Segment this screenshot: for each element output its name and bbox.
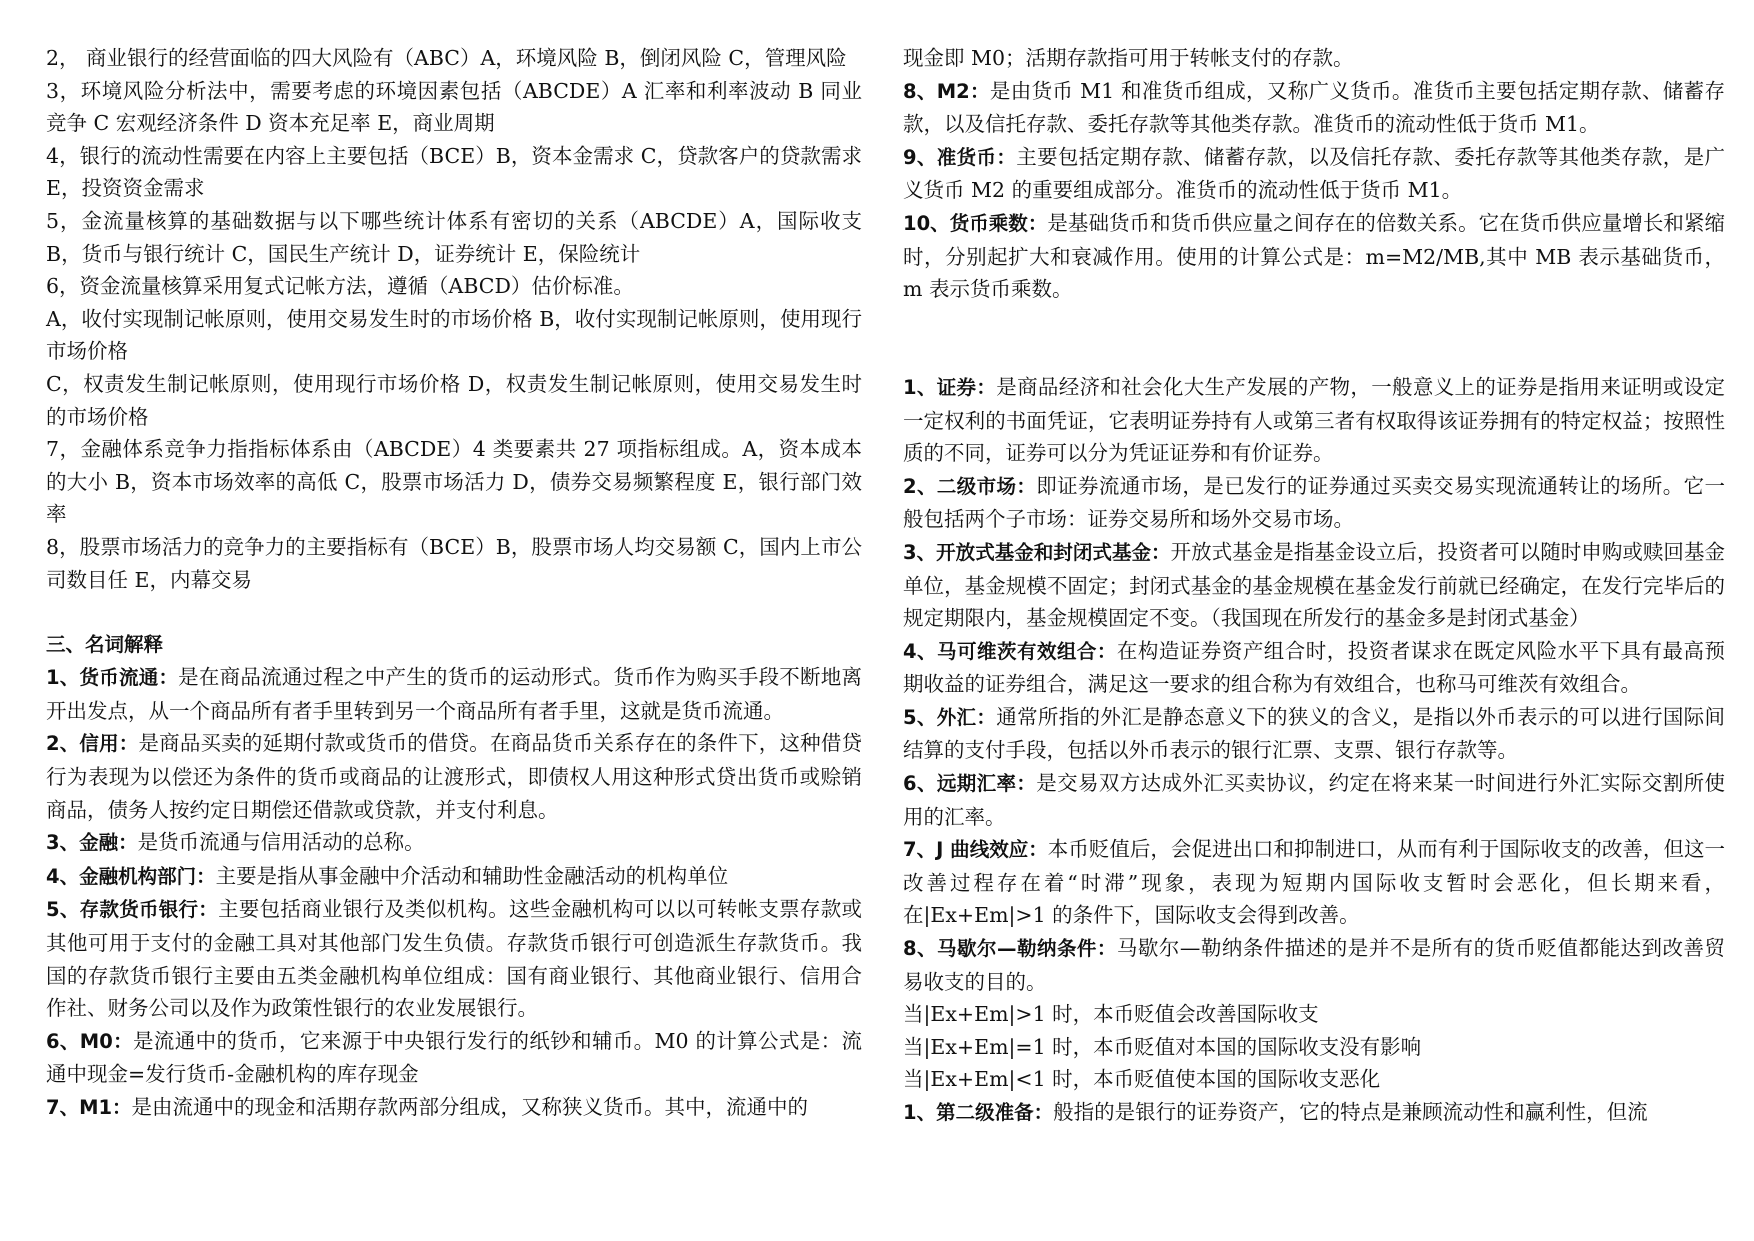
term-open-closed-funds bbox=[903, 536, 1725, 635]
term-label: 1、第二级准备： bbox=[903, 1101, 1054, 1124]
term-marshall-lerner bbox=[903, 932, 1725, 998]
term-label: 7、M1： bbox=[46, 1096, 132, 1119]
term-secondary-reserve bbox=[903, 1096, 1725, 1130]
term-forward-rate bbox=[903, 767, 1725, 833]
term-label: 6、M0： bbox=[46, 1029, 133, 1053]
term-label: 7、J 曲线效应： bbox=[903, 838, 1048, 862]
term-definition: 即证券流通市场，是已发行的证券通过买卖交易实现流通转让的场所。它一般包括两个子市场：证券交易所和场外交易市场。 bbox=[903, 473, 1725, 532]
condition-greater: 当|Ex+Em|>1 时，本币贬值会改善国际收支 bbox=[903, 1002, 1319, 1027]
term-label: 3、开放式基金和封闭式基金： bbox=[903, 540, 1171, 564]
term-label: 4、马可维茨有效组合： bbox=[903, 639, 1117, 663]
term-label: 8、马歇尔—勒纳条件： bbox=[903, 937, 1117, 961]
term-label: 1、证券： bbox=[903, 375, 997, 399]
condition-equal: 当|Ex+Em|=1 时，本币贬值对本国的国际收支没有影响 bbox=[903, 1034, 1422, 1059]
term-secondary-market bbox=[903, 470, 1725, 536]
term-definition: 马歇尔—勒纳条件描述的是并不是所有的货币贬值都能达到改善贸易收支的目的。 bbox=[903, 936, 1725, 994]
term-definition: 本币贬值后，会促进出口和抑制进口，从而有利于国际收支的改善，但这一改善过程存在着“时滞”现象，表现为短期内国际收支暂时会恶化，但长期来看，在|Ex+Em|>1 的条件下，国际收支会得到改善。 bbox=[903, 837, 1725, 928]
term-currency-circulation bbox=[46, 661, 862, 727]
term-label: 1、货币流通： bbox=[46, 666, 179, 690]
term-label: 3、金融： bbox=[46, 831, 138, 855]
term-financial-institutions bbox=[46, 860, 862, 894]
question-3: 3，环境风险分析法中，需要考虑的环境因素包括（ABCDE）A 汇率和利率波动 B 同业竞争 C 宏观经济条件 D 资本充足率 E，商业周期 bbox=[46, 78, 862, 136]
term-definition: 是由货币 M1 和准货币组成，又称广义货币。准货币主要包括定期存款、储蓄存款，以及信托存款、委托存款等其他类存款。准货币的流动性低于货币 M1。 bbox=[903, 78, 1725, 137]
term-markowitz-efficient bbox=[903, 635, 1725, 701]
term-definition: 是在商品流通过程之中产生的货币的运动形式。货币作为购买手段不断地离开出发点，从一个商品所有者手里转到另一个商品所有者手里，这就是货币流通。 bbox=[46, 665, 862, 723]
term-definition: 是商品经济和社会化大生产发展的产物，一般意义上的证券是指用来证明或设定一定权利的书面凭证，它表明证券持有人或第三者有权取得该证券拥有的特定权益；按照性质的不同，证券可以分为凭证证券和有价证券。 bbox=[903, 374, 1725, 466]
term-label: 5、外汇： bbox=[903, 705, 997, 729]
term-securities bbox=[903, 371, 1725, 470]
term-definition: 通常所指的外汇是静态意义下的狭义的含义，是指以外币表示的可以进行国际间结算的支付手段，包括以外币表示的银行汇票、支票、银行存款等。 bbox=[903, 704, 1725, 763]
term-definition: 是商品买卖的延期付款或货币的借贷。在商品货币关系存在的条件下，这种借贷行为表现为以偿还为条件的货币或商品的让渡形式，即债权人用这种形式贷出货币或赊销商品，债务人按约定日期偿还借款或贷款，并支付利息。 bbox=[46, 731, 863, 822]
term-m2 bbox=[903, 75, 1725, 141]
term-finance bbox=[46, 826, 862, 860]
term-money-multiplier bbox=[903, 207, 1725, 306]
term-m1 bbox=[46, 1091, 862, 1125]
term-label: 2、信用： bbox=[46, 732, 139, 756]
term-definition: 在构造证券资产组合时，投资者谋求在既定风险水平下具有最高预期收益的证券组合，满足这一要求的组合称为有效组合，也称马可维茨有效组合。 bbox=[903, 638, 1725, 697]
term-definition: 般指的是银行的证券资产，它的特点是兼顾流动性和赢利性，但流 bbox=[1053, 1100, 1648, 1124]
term-j-curve bbox=[903, 833, 1725, 932]
term-label: 10、货币乘数： bbox=[903, 211, 1048, 235]
left-column bbox=[46, 42, 862, 1125]
term-definition: 是由流通中的现金和活期存款两部分组成，又称狭义货币。其中，流通中的 bbox=[131, 1095, 809, 1119]
question-7: 7，金融体系竞争力指指标体系由（ABCDE）4 类要素共 27 项指标组成。A，资本成本的大小 B，资本市场效率的高低 C，股票市场活力 D，债券交易频繁程度 E，银行部门效率 bbox=[46, 437, 862, 527]
term-m0 bbox=[46, 1025, 862, 1091]
term-credit bbox=[46, 727, 862, 826]
term-label: 8、M2： bbox=[903, 79, 990, 103]
question-2: 2， 商业银行的经营面临的四大风险有（ABC）A，环境风险 B，倒闭风险 C，管理风险 bbox=[46, 46, 847, 70]
term-definition: 是交易双方达成外汇买卖协议，约定在将来某一时间进行外汇实际交割所使用的汇率。 bbox=[903, 771, 1725, 829]
term-definition: 是流通中的货币，它来源于中央银行发行的纸钞和辅币。M0 的计算公式是：流通中现金=发行货币-金融机构的库存现金 bbox=[46, 1028, 862, 1087]
question-8: 8，股票市场活力的竞争力的主要指标有（BCE）B，股票市场人均交易额 C，国内上市公司数目任 E，内幕交易 bbox=[46, 534, 862, 592]
term-definition: 主要包括定期存款、储蓄存款，以及信托存款、委托存款等其他类存款，是广义货币 M2 的重要组成部分。准货币的流动性低于货币 M1。 bbox=[903, 144, 1725, 203]
term-label: 4、金融机构部门： bbox=[46, 864, 216, 888]
term-label: 6、远期汇率： bbox=[903, 772, 1037, 796]
term-label: 2、二级市场： bbox=[903, 474, 1037, 498]
question-4: 4，银行的流动性需要在内容上主要包括（BCE）B，资本金需求 C，贷款客户的贷款需求 E，投资资金需求 bbox=[46, 143, 862, 201]
question-6: 6，资金流量核算采用复式记帐方法，遵循（ABCD）估价标准。 bbox=[46, 274, 634, 299]
condition-less: 当|Ex+Em|<1 时，本币贬值使本国的国际收支恶化 bbox=[903, 1067, 1381, 1092]
term-deposit-money-banks bbox=[46, 893, 862, 1024]
term-foreign-exchange bbox=[903, 701, 1725, 767]
term-definition: 开放式基金是指基金设立后，投资者可以随时申购或赎回基金单位，基金规模不固定；封闭式基金的基金规模在基金发行前就已经确定，在发行完毕后的规定期限内，基金规模固定不变。（我国现在所发行的基金多是封闭式基金） bbox=[903, 539, 1726, 631]
term-quasi-money bbox=[903, 141, 1725, 207]
term-definition: 主要包括商业银行及类似机构。这些金融机构可以以可转帐支票存款或其他可用于支付的金融工具对其他部门发生负债。存款货币银行可创造派生存款货币。我国的存款货币银行主要由五类金融机构单位组成：国有商业银行、其他商业银行、信用合作社、财务公司以及作为政策性银行的农业发展银行。 bbox=[46, 897, 862, 1021]
m1-continuation: 现金即 M0；活期存款指可用于转帐支付的存款。 bbox=[903, 46, 1354, 70]
term-label: 9、准货币： bbox=[903, 145, 1017, 169]
term-label: 5、存款货币银行： bbox=[46, 898, 219, 922]
term-definition: 是基础货币和货币供应量之间存在的倍数关系。它在货币供应量增长和紧缩时，分别起扩大和衰减作用。使用的计算公式是：m=M2/MB,其中 MB 表示基础货币，m 表示货币乘数。 bbox=[903, 210, 1726, 302]
question-5: 5，金流量核算的基础数据与以下哪些统计体系有密切的关系（ABCDE）A，国际收支 B，货币与银行统计 C，国民生产统计 D，证券统计 E，保险统计 bbox=[46, 208, 862, 266]
term-definition: 是货币流通与信用活动的总称。 bbox=[137, 830, 425, 855]
term-definition: 主要是指从事金融中介活动和辅助性金融活动的机构单位 bbox=[215, 863, 729, 888]
question-6-options-ab: A，收付实现制记帐原则，使用交易发生时的市场价格 B，收付实现制记帐原则，使用现行市场价格 bbox=[46, 306, 862, 364]
question-6-options-cd: C，权责发生制记帐原则，使用现行市场价格 D，权责发生制记帐原则，使用交易发生时的市场价格 bbox=[46, 371, 862, 429]
right-column bbox=[903, 42, 1725, 1130]
section-heading: 三、名词解释 bbox=[46, 632, 164, 656]
